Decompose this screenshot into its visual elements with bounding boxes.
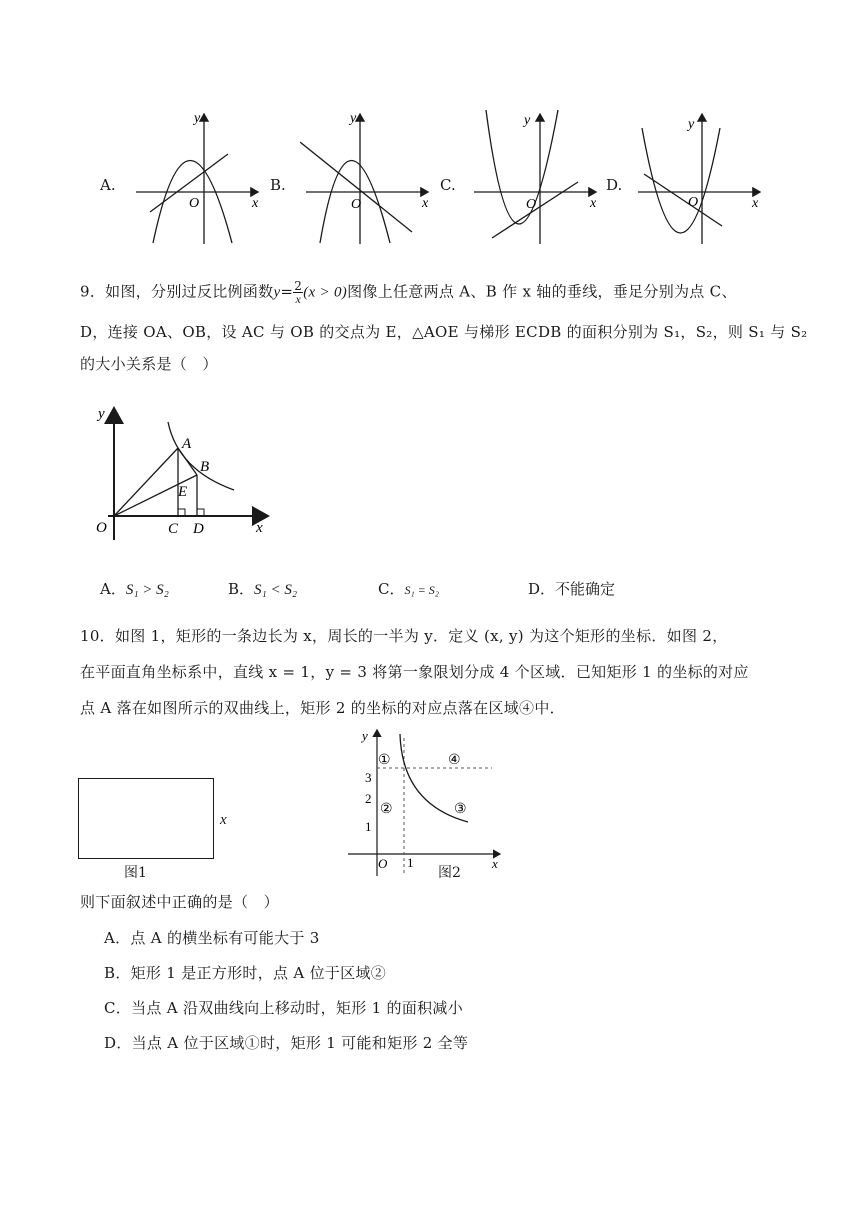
q10-fig1-rectangle bbox=[78, 778, 214, 859]
q8-option-b-label: B. bbox=[270, 176, 286, 194]
q10-line-1: 10．如图 1，矩形的一条边长为 x，周长的一半为 y．定义 (x, y) 为这个矩形的坐标．如图 2， bbox=[80, 627, 728, 645]
q9-formula-num: 2 bbox=[294, 279, 303, 293]
q10-fig1-caption: 图1 bbox=[124, 865, 147, 881]
q8b-axis-y: y bbox=[350, 111, 357, 126]
q10-fig2-tick-x1: 1 bbox=[407, 855, 414, 870]
q9-formula-fraction bbox=[293, 280, 303, 305]
q9-fig-x: x bbox=[256, 520, 263, 536]
q9-line-3: 的大小关系是（ ） bbox=[80, 355, 218, 373]
q9-formula-den: x bbox=[295, 292, 302, 306]
q8a-axis-x: x bbox=[252, 196, 259, 211]
q10-fig2-o: O bbox=[378, 856, 388, 871]
q9-figure bbox=[88, 400, 278, 545]
q10-fig2-region-3: ③ bbox=[454, 802, 467, 817]
q9-fig-a: A bbox=[182, 436, 192, 452]
q8-option-d-label: D. bbox=[606, 176, 623, 194]
q9-option-a: A．S₁ > S₂ bbox=[100, 580, 169, 598]
q8a-axis-y: y bbox=[194, 111, 201, 126]
q8c-origin: O bbox=[526, 197, 537, 212]
q8d-axis-x: x bbox=[752, 196, 759, 211]
q9-option-c: C．S₁ = S₂ bbox=[378, 580, 439, 598]
q8b-origin: O bbox=[351, 197, 362, 212]
q10-line-3: 点 A 落在如图所示的双曲线上，矩形 2 的坐标的对应点落在区域④中． bbox=[80, 699, 565, 717]
q10-prompt: 则下面叙述中正确的是（ ） bbox=[80, 893, 279, 911]
q9-formula-y: y bbox=[273, 284, 281, 301]
q9-fig-e: E bbox=[178, 484, 188, 500]
q9-option-d: D．不能确定 bbox=[528, 580, 616, 598]
q9-fig-o: O bbox=[96, 520, 107, 536]
q9-line-2: D，连接 OA、OB，设 AC 与 OB 的交点为 E，△AOE 与梯形 ECDB 的面积分别为 S₁，S₂，则 S₁ 与 S₂ bbox=[80, 323, 808, 341]
q10-fig2-region-1: ① bbox=[378, 753, 391, 768]
q9-formula-cond: (x > 0) bbox=[303, 284, 348, 301]
q8c-axis-y: y bbox=[524, 113, 531, 128]
q8-graph-d bbox=[632, 108, 772, 248]
q10-fig2-tick-1: 1 bbox=[365, 819, 372, 834]
q10-fig2-region-2: ② bbox=[380, 802, 393, 817]
q10-option-b: B．矩形 1 是正方形时，点 A 位于区域② bbox=[104, 964, 387, 982]
q10-fig2-x: x bbox=[492, 856, 498, 871]
q10-fig2 bbox=[340, 726, 510, 878]
q10-option-c: C．当点 A 沿双曲线向上移动时，矩形 1 的面积减小 bbox=[104, 999, 464, 1017]
q9-option-b: B．S₁ < S₂ bbox=[228, 580, 298, 598]
q8-option-c-label: C. bbox=[440, 176, 456, 194]
q8a-origin: O bbox=[189, 196, 200, 211]
q10-option-d: D．当点 A 位于区域①时，矩形 1 可能和矩形 2 全等 bbox=[104, 1034, 469, 1052]
q9-line1-pre: 9．如图，分别过反比例函数 bbox=[80, 282, 274, 301]
q10-fig1-side-label: x bbox=[220, 812, 227, 828]
q9-line-1 bbox=[80, 280, 737, 305]
q9-formula-eq: = bbox=[280, 282, 294, 301]
q10-fig2-region-4: ④ bbox=[448, 753, 461, 768]
q8c-axis-x: x bbox=[590, 196, 597, 211]
q8d-axis-y: y bbox=[688, 117, 695, 132]
q10-fig2-y: y bbox=[362, 728, 368, 743]
q8-option-a-label: A. bbox=[100, 176, 116, 194]
q9-fig-b: B bbox=[200, 459, 210, 475]
q10-fig2-tick-3: 3 bbox=[365, 770, 372, 785]
q9-fig-c: C bbox=[168, 521, 179, 537]
q8-graph-c bbox=[468, 108, 608, 248]
q8-graph-a bbox=[130, 108, 270, 248]
q8-graph-b bbox=[300, 108, 440, 248]
q8d-origin: O bbox=[688, 195, 699, 210]
q10-option-a: A．点 A 的横坐标有可能大于 3 bbox=[104, 929, 320, 947]
q9-fig-d: D bbox=[193, 521, 204, 537]
q10-fig2-caption: 图2 bbox=[438, 865, 461, 881]
q9-fig-y: y bbox=[98, 406, 105, 422]
q9-line1-post: 图像上任意两点 A、B 作 x 轴的垂线，垂足分别为点 C、 bbox=[347, 282, 737, 301]
q10-fig2-tick-2: 2 bbox=[365, 791, 372, 806]
q8b-axis-x: x bbox=[422, 196, 429, 211]
q10-line-2: 在平面直角坐标系中，直线 x = 1，y = 3 将第一象限划分成 4 个区域．已知矩形 1 的坐标的对应 bbox=[80, 663, 749, 681]
